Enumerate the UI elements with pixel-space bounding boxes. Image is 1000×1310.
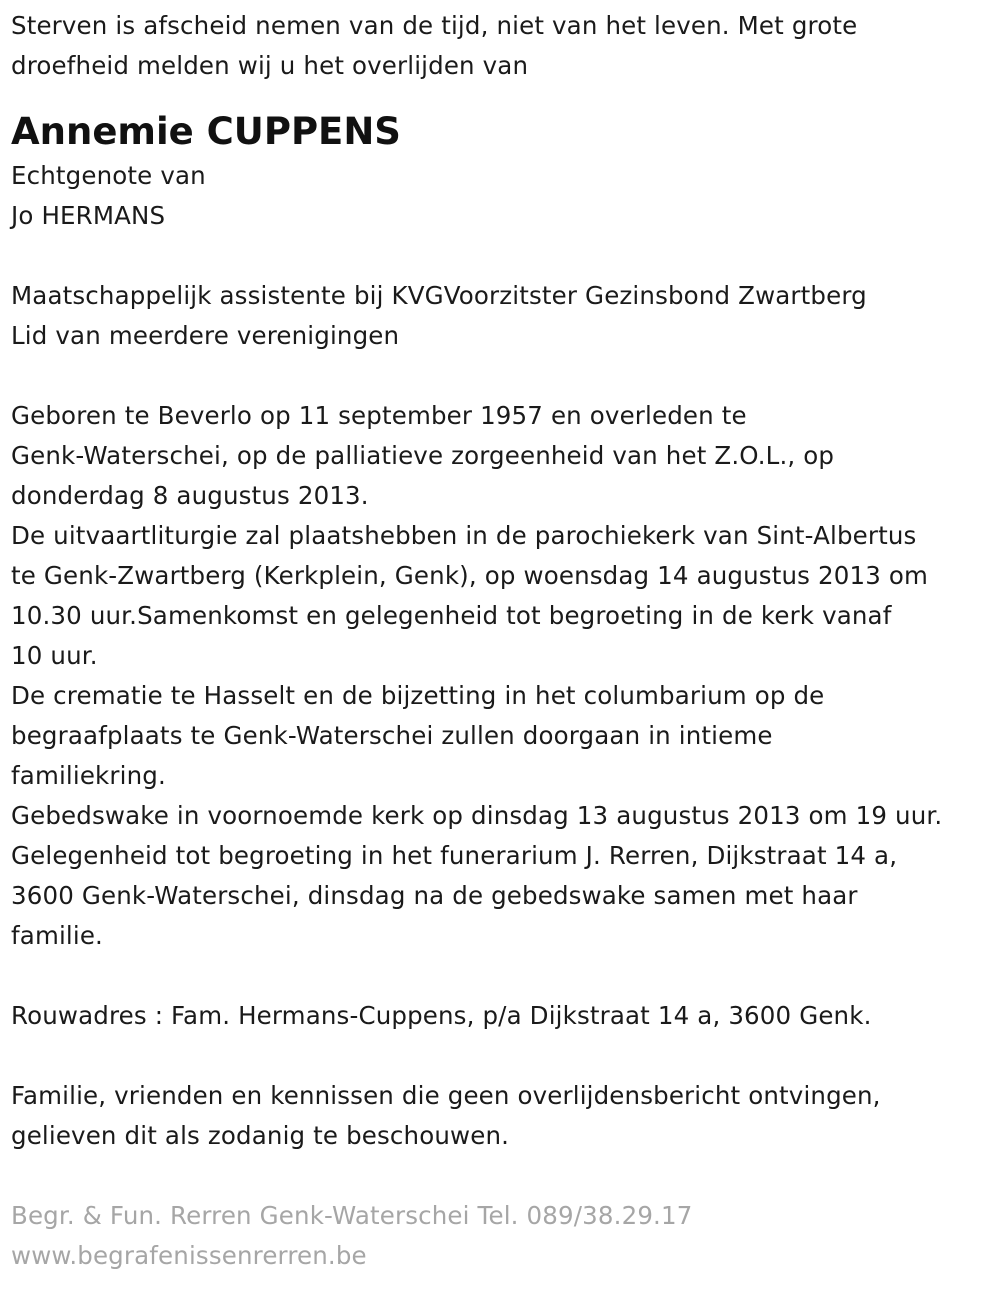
spacer (11, 1036, 996, 1076)
detail-line: te Genk-Zwartberg (Kerkplein, Genk), op woensdag 14 augustus 2013 om (11, 561, 929, 590)
closing-block (11, 1076, 996, 1156)
detail-line: Geboren te Beverlo op 11 september 1957 en overleden te (11, 401, 747, 430)
intro-text (11, 6, 996, 86)
detail-line: 3600 Genk-Waterschei, dinsdag na de gebedswake samen met haar (11, 881, 858, 910)
detail-line: Gelegenheid tot begroeting in het funerarium J. Rerren, Dijkstraat 14 a, (11, 841, 898, 870)
detail-line: begraafplaats te Genk-Waterschei zullen doorgaan in intieme (11, 721, 773, 750)
spouse-label: Echtgenote van (11, 161, 206, 190)
role-line: Maatschappelijk assistente bij KVGVoorzitster Gezinsbond Zwartberg (11, 281, 867, 310)
mourning-address: Rouwadres : Fam. Hermans-Cuppens, p/a Dijkstraat 14 a, 3600 Genk. (11, 1001, 872, 1030)
spacer (11, 356, 996, 396)
intro-line: droefheid melden wij u het overlijden van (11, 51, 529, 80)
details-block (11, 396, 996, 956)
obituary-notice (11, 0, 996, 1276)
detail-line: familiekring. (11, 761, 166, 790)
website-link[interactable]: www.begrafenissenrerren.be (11, 1241, 367, 1270)
role-line: Lid van meerdere verenigingen (11, 321, 400, 350)
detail-line: donderdag 8 augustus 2013. (11, 481, 369, 510)
detail-line: 10.30 uur.Samenkomst en gelegenheid tot begroeting in de kerk vanaf (11, 601, 892, 630)
closing-line: gelieven dit als zodanig te beschouwen. (11, 1121, 510, 1150)
intro-line: Sterven is afscheid nemen van de tijd, niet van het leven. Met grote (11, 11, 858, 40)
closing-line: Familie, vrienden en kennissen die geen overlijdensbericht ontvingen, (11, 1081, 881, 1110)
detail-line: De crematie te Hasselt en de bijzetting in het columbarium op de (11, 681, 825, 710)
detail-line: 10 uur. (11, 641, 98, 670)
deceased-name: Annemie CUPPENS (11, 110, 401, 153)
spouse-block (11, 156, 996, 236)
footer (11, 1196, 996, 1276)
detail-line: familie. (11, 921, 103, 950)
funeral-home-contact: Begr. & Fun. Rerren Genk-Waterschei Tel. 089/38.29.17 (11, 1201, 693, 1230)
spouse-name: Jo HERMANS (11, 201, 166, 230)
spacer (11, 236, 996, 276)
spacer (11, 956, 996, 996)
detail-line: De uitvaartliturgie zal plaatshebben in de parochiekerk van Sint-Albertus (11, 521, 917, 550)
detail-line: Gebedswake in voornoemde kerk op dinsdag 13 augustus 2013 om 19 uur. (11, 801, 943, 830)
roles-block (11, 276, 996, 356)
detail-line: Genk-Waterschei, op de palliatieve zorgeenheid van het Z.O.L., op (11, 441, 835, 470)
